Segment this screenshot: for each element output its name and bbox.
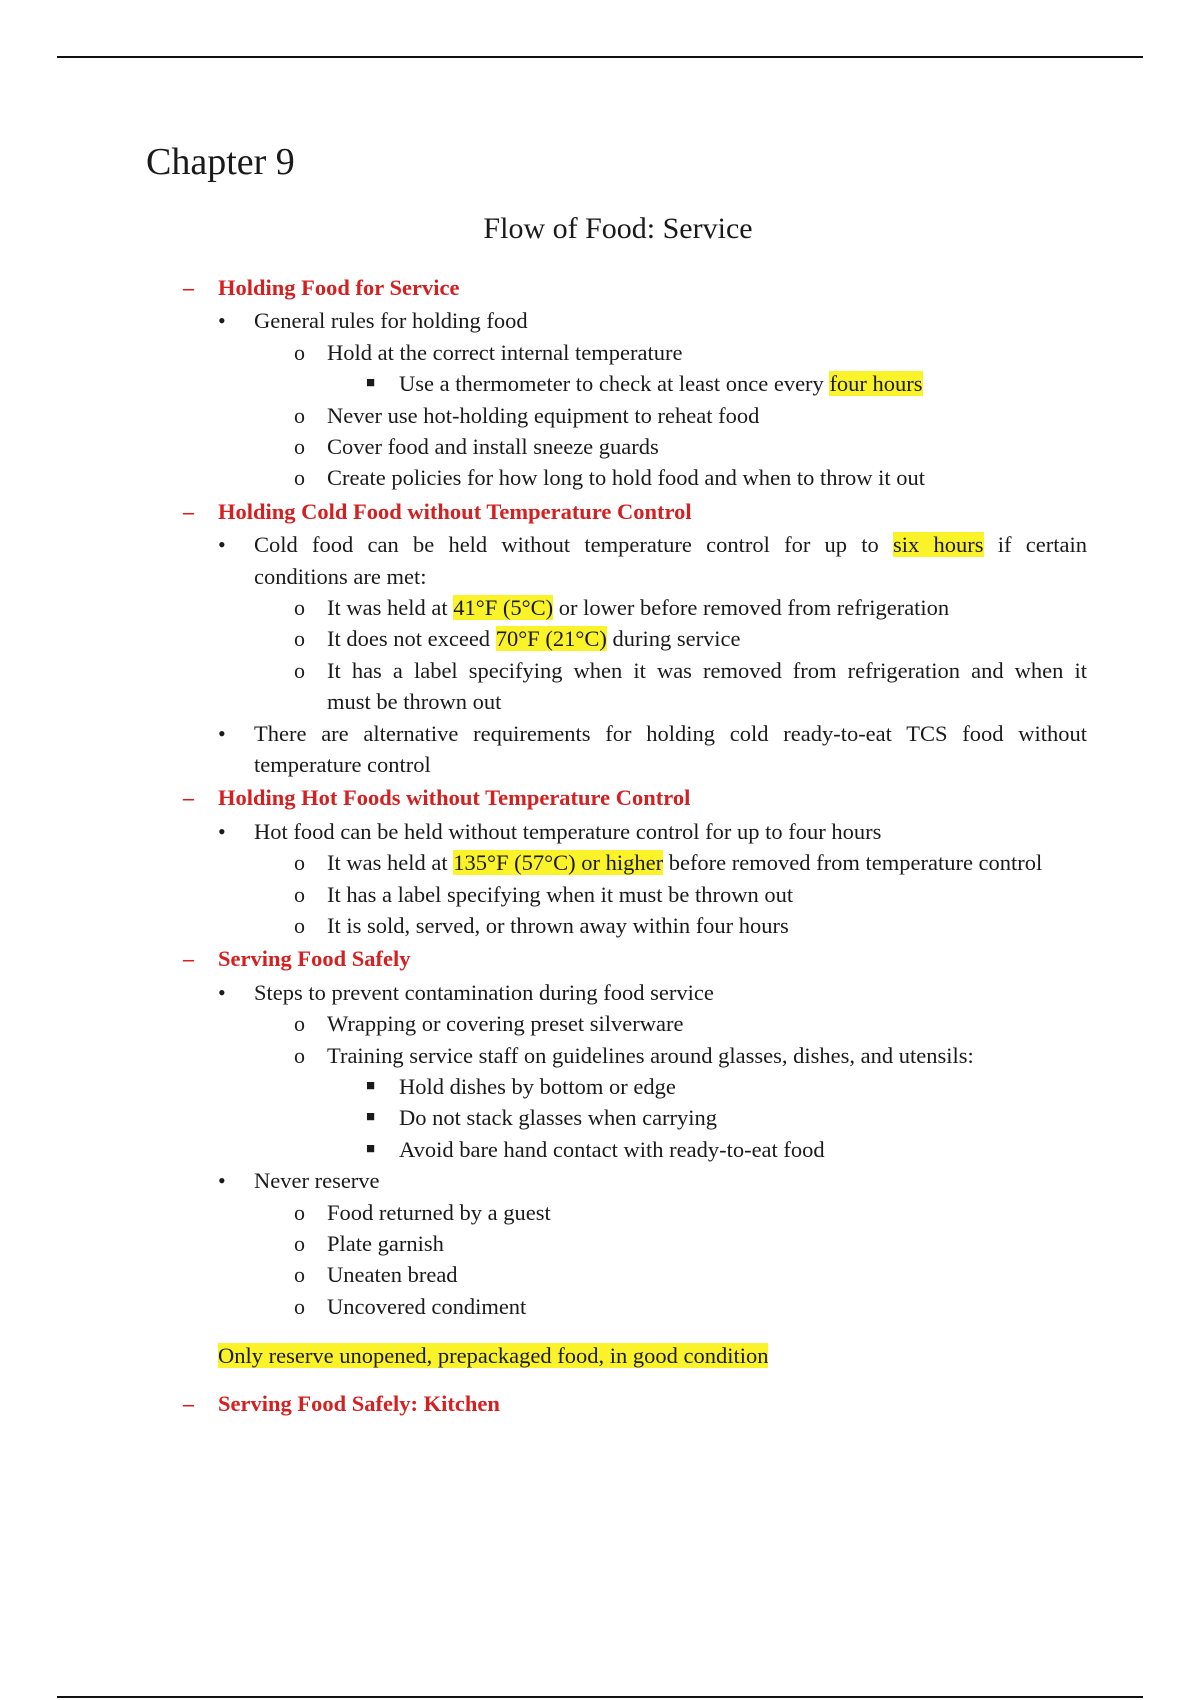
highlighted-text: 41°F (5°C) (453, 595, 554, 620)
sub-bullet-item: Training service staff on guidelines around glasses, dishes, and utensils: (327, 1042, 974, 1068)
section-dash-marker: – (183, 275, 194, 300)
square-bullet-marker: ■ (366, 1109, 376, 1126)
section-heading: Holding Food for Service (218, 275, 460, 300)
sub-bullet-item (327, 592, 949, 623)
square-bullet-marker: ■ (366, 375, 376, 392)
section-dash-marker: – (183, 785, 194, 811)
sub-bullet-item: Wrapping or covering preset silverware (327, 1011, 684, 1037)
highlighted-text: 70°F (21°C) (495, 626, 607, 652)
bullet-item: Hot food can be held without temperature control for up to four hours (254, 818, 882, 844)
bullet-marker: • (218, 532, 226, 558)
highlighted-text: Only reserve unopened, prepackaged food, in good condition (218, 1343, 769, 1369)
section-heading: Serving Food Safely (218, 946, 411, 972)
sub-sub-bullet-item: Hold dishes by bottom or edge (399, 1074, 676, 1099)
sub-sub-bullet-item (399, 368, 923, 399)
square-bullet-marker: ■ (366, 1140, 376, 1157)
section-heading: Holding Hot Foods without Temperature Control (218, 785, 691, 811)
sub-bullet-item: Uncovered condiment (327, 1293, 527, 1319)
bullet-marker: • (218, 818, 226, 844)
square-bullet-marker: ■ (366, 1078, 376, 1094)
section-dash-marker: – (183, 498, 194, 524)
text-run: It does not exceed (327, 626, 496, 652)
text-run: Cold food can be held without temperature control for up to (254, 532, 894, 558)
sub-bullet-item (327, 847, 1042, 878)
highlighted-text: six hours (893, 532, 984, 558)
bullet-item: General rules for holding food (254, 308, 528, 334)
circle-bullet-marker: o (294, 434, 305, 459)
circle-bullet-marker: o (294, 1011, 305, 1037)
sub-bullet-item-continued: must be thrown out (327, 689, 502, 715)
sub-bullet-item: It is sold, served, or thrown away within four hours (327, 913, 789, 938)
circle-bullet-marker: o (294, 1293, 305, 1319)
sub-sub-bullet-item: Do not stack glasses when carrying (399, 1105, 718, 1131)
circle-bullet-marker: o (294, 595, 305, 620)
circle-bullet-marker: o (294, 402, 305, 428)
chapter-heading: Chapter 9 (146, 141, 295, 183)
sub-bullet-item: Food returned by a guest (327, 1199, 551, 1225)
sub-bullet-item: Cover food and install sneeze guards (327, 434, 659, 459)
bullet-item-continued: conditions are met: (254, 563, 427, 589)
circle-bullet-marker: o (294, 1231, 305, 1256)
sub-bullet-item: It has a label specifying when it must be thrown out (327, 881, 794, 907)
top-rule (57, 56, 1143, 58)
highlighted-text: 135°F (57°C) or higher (453, 850, 664, 876)
text-run: before removed from temperature control (663, 850, 1043, 876)
text-run: or lower before removed from refrigeration (553, 595, 950, 620)
circle-bullet-marker: o (294, 1199, 305, 1225)
text-run: It was held at (327, 850, 454, 876)
bullet-marker: • (218, 1168, 226, 1194)
text-run: Use a thermometer to check at least once every (399, 371, 830, 397)
bullet-marker: • (218, 979, 226, 1005)
circle-bullet-marker: o (294, 1042, 305, 1068)
sub-bullet-item (327, 623, 741, 654)
bottom-rule (57, 1696, 1143, 1698)
circle-bullet-marker: o (294, 850, 305, 876)
section-dash-marker: – (183, 946, 194, 972)
bullet-item (254, 529, 1087, 560)
bullet-item-continued: temperature control (254, 752, 431, 777)
circle-bullet-marker: o (294, 465, 305, 491)
circle-bullet-marker: o (294, 913, 305, 938)
highlighted-note (218, 1340, 768, 1371)
circle-bullet-marker: o (294, 1262, 305, 1288)
circle-bullet-marker: o (294, 881, 305, 907)
bullet-item: There are alternative requirements for holding cold ready-to-eat TCS food without (254, 720, 1087, 746)
sub-bullet-item: It has a label specifying when it was removed from refrigeration and when it (327, 657, 1087, 683)
sub-bullet-item: Hold at the correct internal temperature (327, 339, 683, 365)
text-run: during service (606, 626, 741, 652)
sub-bullet-item: Plate garnish (327, 1231, 444, 1256)
bullet-item: Steps to prevent contamination during food service (254, 979, 714, 1005)
bullet-marker: • (218, 308, 226, 334)
text-run: It was held at (327, 595, 454, 620)
section-heading: Holding Cold Food without Temperature Control (218, 498, 692, 524)
bullet-marker: • (218, 720, 226, 746)
text-run: if certain (983, 532, 1088, 558)
circle-bullet-marker: o (294, 657, 305, 683)
circle-bullet-marker: o (294, 626, 305, 652)
document-title: Flow of Food: Service (483, 212, 753, 245)
sub-bullet-item: Create policies for how long to hold food and when to throw it out (327, 465, 926, 491)
sub-sub-bullet-item: Avoid bare hand contact with ready-to-eat food (399, 1136, 825, 1162)
circle-bullet-marker: o (294, 339, 305, 365)
bullet-item: Never reserve (254, 1168, 380, 1194)
sub-bullet-item: Never use hot-holding equipment to reheat food (327, 402, 760, 428)
sub-bullet-item: Uneaten bread (327, 1262, 458, 1288)
section-heading: Serving Food Safely: Kitchen (218, 1390, 500, 1416)
highlighted-text: four hours (829, 371, 923, 397)
section-dash-marker: – (183, 1390, 194, 1416)
